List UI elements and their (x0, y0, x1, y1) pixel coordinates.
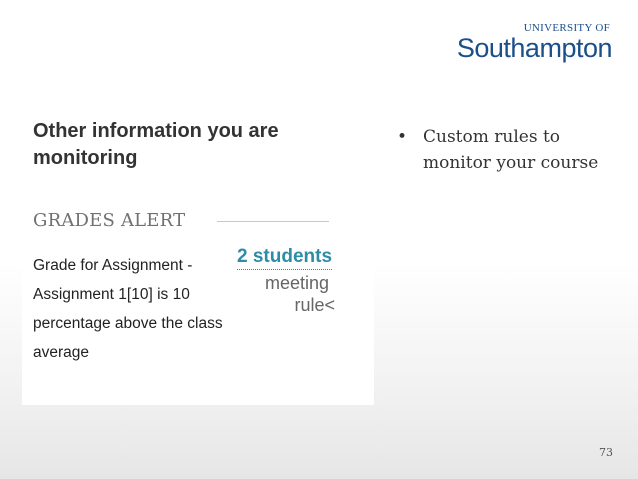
alert-description: Grade for Assignment - Assignment 1[10] is 10 percentage above the class average (33, 257, 223, 361)
grades-alert-heading: GRADES ALERT (33, 210, 186, 231)
students-count-link[interactable]: 2 students (237, 246, 332, 270)
bullet-icon: • (397, 127, 408, 147)
bullet-item (397, 124, 612, 176)
logo-university-of: UNIVERSITY OF (523, 22, 610, 34)
bullet-list (397, 124, 612, 176)
monitoring-heading: Other information you are monitoring (33, 120, 279, 169)
bullet-text: Custom rules to monitor your course (423, 127, 599, 173)
embedded-screenshot (22, 110, 374, 405)
meeting-label: meeting (264, 273, 330, 293)
rule-link[interactable]: rule< (294, 295, 335, 315)
alert-divider (217, 221, 329, 222)
student-count-block (237, 246, 357, 316)
university-logo (457, 22, 612, 62)
logo-southampton: Southampton (456, 33, 612, 63)
page-number: 73 (599, 446, 613, 459)
